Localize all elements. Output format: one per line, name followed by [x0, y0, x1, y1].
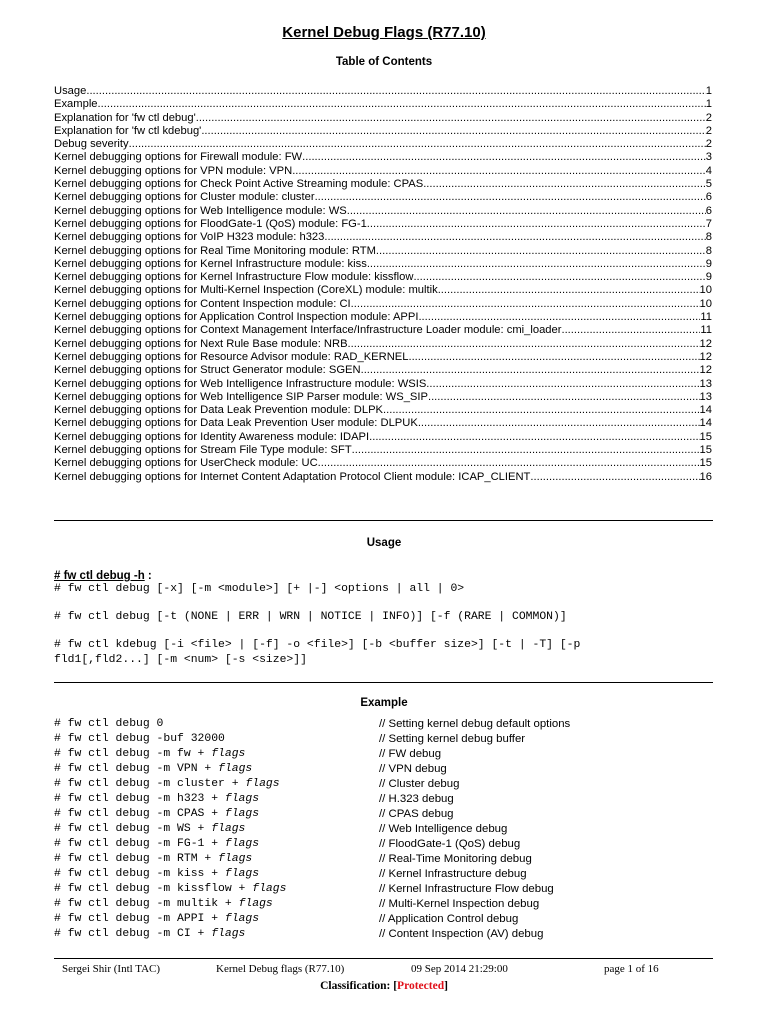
example-comment: // VPN debug [379, 763, 447, 775]
example-heading: Example [360, 697, 408, 709]
example-row [54, 732, 714, 747]
example-command [54, 747, 379, 762]
example-comment: // FW debug [379, 748, 442, 760]
toc-entry[interactable] [54, 138, 712, 151]
toc-entry[interactable] [54, 245, 712, 258]
example-command [54, 867, 379, 882]
toc-entry[interactable] [54, 431, 712, 444]
divider [54, 520, 713, 521]
example-command [54, 822, 379, 837]
classification [0, 980, 768, 992]
toc-entry-label: Example [54, 98, 98, 111]
toc-entry-page: 6 [705, 191, 712, 204]
toc-entry-label: Kernel debugging options for Web Intelligence SIP Parser module: WS_SIP [54, 390, 428, 403]
toc-entry[interactable] [54, 444, 712, 457]
example-row [54, 807, 714, 822]
toc-entry-label: Kernel debugging options for Stream File Type module: SFT [54, 444, 352, 457]
example-comment: // Setting kernel debug default options [379, 718, 571, 730]
toc-entry-label: Kernel debugging options for Data Leak Prevention module: DLPK [54, 404, 383, 417]
example-list [54, 717, 714, 942]
example-command-text: # fw ctl debug -m fw + [54, 748, 212, 760]
toc-entry[interactable] [54, 417, 712, 430]
classification-label: Classification: [ [320, 980, 398, 992]
toc-entry[interactable] [54, 218, 712, 231]
toc-leader-dots [201, 125, 705, 138]
example-comment: // Content Inspection (AV) debug [379, 928, 544, 940]
footer-date: 09 Sep 2014 21:29:00 [411, 963, 508, 975]
example-command [54, 717, 379, 732]
example-command [54, 882, 379, 897]
toc-entry-page: 15 [699, 444, 712, 457]
toc-entry-page: 2 [705, 124, 712, 137]
usage-command-suffix: : [144, 570, 152, 582]
toc-leader-dots [98, 98, 706, 111]
usage-line-2: # fw ctl debug [-t (NONE | ERR | WRN | NOTICE | INFO)] [-f (RARE | COMMON)] [54, 611, 567, 623]
toc-entry-label: Kernel debugging options for Kernel Infrastructure module: kiss [54, 257, 367, 270]
toc-leader-dots [426, 378, 699, 391]
example-flags: flags [211, 928, 246, 940]
toc-entry-label: Kernel debugging options for UserCheck module: UC [54, 457, 318, 470]
toc-entry-page: 10 [699, 297, 712, 310]
toc-entry-page: 2 [705, 138, 712, 151]
toc-entry[interactable] [54, 351, 712, 364]
example-command [54, 927, 379, 942]
toc-entry-page: 1 [705, 98, 712, 111]
toc-entry-page: 6 [705, 204, 712, 217]
toc-entry-label: Explanation for 'fw ctl kdebug' [54, 124, 202, 137]
toc-entry-label: Kernel debugging options for Data Leak Prevention User module: DLPUK [54, 417, 418, 430]
example-command-text: # fw ctl debug -m CPAS + [54, 808, 225, 820]
toc-entry[interactable] [54, 298, 712, 311]
example-command [54, 777, 379, 792]
toc-entry-label: Kernel debugging options for Kernel Infrastructure Flow module: kissflow [54, 271, 414, 284]
toc-entry-label: Kernel debugging options for Next Rule Base module: NRB [54, 337, 348, 350]
example-flags: flags [252, 883, 287, 895]
toc-entry-page: 11 [700, 311, 712, 324]
toc-leader-dots [315, 191, 706, 204]
example-flags: flags [218, 853, 253, 865]
example-row [54, 867, 714, 882]
example-row [54, 927, 714, 942]
example-command-text: # fw ctl debug -buf 32000 [54, 733, 225, 745]
usage-subheading [54, 570, 152, 582]
example-flags: flags [238, 898, 273, 910]
toc-leader-dots [367, 258, 706, 271]
toc-entry-page: 1 [705, 85, 712, 97]
toc-leader-dots [129, 138, 706, 151]
example-command-text: # fw ctl debug -m kiss + [54, 868, 225, 880]
toc-entry-label: Kernel debugging options for Internet Content Adaptation Protocol Client module: ICAP_CLIENT [54, 470, 531, 483]
toc-entry[interactable] [54, 457, 712, 470]
toc-entry-page: 11 [700, 324, 712, 337]
toc-leader-dots [369, 431, 699, 444]
toc-entry-label: Debug severity [54, 138, 129, 151]
toc-entry-page: 13 [699, 377, 712, 390]
example-comment: // Web Intelligence debug [379, 823, 508, 835]
example-flags: flags [224, 838, 260, 850]
example-row [54, 852, 714, 867]
toc-entry-label: Kernel debugging options for Web Intelligence Infrastructure module: WSIS [54, 377, 427, 390]
usage-line-1: # fw ctl debug [-x] [-m <module>] [+ |-] <options | all | 0> [54, 583, 465, 595]
toc-leader-dots [561, 324, 700, 337]
example-command [54, 852, 379, 867]
footer-document: Kernel Debug flags (R77.10) [216, 963, 345, 975]
toc-leader-dots [423, 178, 706, 191]
toc-entry[interactable] [54, 231, 712, 244]
example-command-text: # fw ctl debug -m RTM + [54, 853, 219, 865]
toc-entry[interactable] [54, 391, 712, 404]
toc-leader-dots [438, 284, 700, 297]
toc-entry[interactable] [54, 112, 712, 125]
example-flags: flags [224, 868, 260, 880]
toc-entry[interactable] [54, 338, 712, 351]
toc-entry[interactable] [54, 98, 712, 111]
toc-entry-label: Kernel debugging options for Context Management Interface/Infrastructure Loader module: cmi_loader [54, 324, 562, 337]
example-command-text: # fw ctl debug -m APPI + [54, 913, 225, 925]
example-comment: // Application Control debug [379, 913, 519, 925]
example-flags: flags [218, 763, 253, 775]
example-row [54, 897, 714, 912]
toc-leader-dots [376, 245, 706, 258]
example-command-text: # fw ctl debug -m WS + [54, 823, 212, 835]
toc-leader-dots [418, 417, 700, 430]
example-comment: // Cluster debug [379, 778, 460, 790]
toc-entry-label: Kernel debugging options for Application Control Inspection module: APPI [54, 311, 419, 324]
toc-entry-page: 14 [699, 417, 712, 430]
toc-entry-label: Kernel debugging options for Firewall module: FW [54, 151, 303, 164]
toc-entry-label: Kernel debugging options for Real Time Monitoring module: RTM [54, 244, 376, 257]
toc-entry[interactable] [54, 471, 712, 484]
toc-leader-dots [292, 165, 706, 178]
toc-heading: Table of Contents [335, 56, 433, 68]
example-command-text: # fw ctl debug -m VPN + [54, 763, 219, 775]
example-row [54, 717, 714, 732]
example-row [54, 747, 714, 762]
example-command [54, 792, 379, 807]
example-comment: // Real-Time Monitoring debug [379, 853, 532, 865]
toc-leader-dots [196, 112, 706, 125]
toc-leader-dots [413, 271, 705, 284]
example-comment: // Setting kernel debug buffer [379, 733, 526, 745]
toc-leader-dots [418, 311, 700, 324]
example-comment: // Multi-Kernel Inspection debug [379, 898, 540, 910]
example-flags: flags [245, 778, 280, 790]
toc-leader-dots [530, 471, 699, 484]
usage-heading: Usage [366, 537, 402, 549]
toc-entry[interactable] [54, 364, 712, 377]
toc-entry[interactable] [54, 191, 712, 204]
example-row [54, 777, 714, 792]
toc-entry-page: 14 [699, 404, 712, 417]
toc-entry-page: 8 [705, 231, 712, 244]
table-of-contents [54, 85, 712, 484]
toc-entry-page: 12 [699, 350, 712, 363]
toc-entry[interactable] [54, 271, 712, 284]
toc-entry-page: 2 [705, 111, 712, 124]
toc-leader-dots [352, 444, 700, 457]
usage-command-heading: # fw ctl debug -h [54, 570, 145, 582]
example-comment: // Kernel Infrastructure Flow debug [379, 883, 554, 895]
example-flags: flags [224, 793, 260, 805]
toc-entry-page: 12 [699, 337, 712, 350]
toc-entry-label: Kernel debugging options for Check Point Active Streaming module: CPAS [54, 178, 424, 191]
example-command [54, 807, 379, 822]
toc-entry[interactable] [54, 258, 712, 271]
example-command [54, 837, 379, 852]
toc-entry[interactable] [54, 178, 712, 191]
toc-entry-label: Kernel debugging options for Multi-Kernel Inspection (CoreXL) module: multik [54, 284, 438, 297]
toc-entry-page: 4 [705, 164, 712, 177]
toc-entry[interactable] [54, 205, 712, 218]
example-row [54, 912, 714, 927]
toc-entry[interactable] [54, 378, 712, 391]
toc-leader-dots [367, 218, 706, 231]
toc-entry-page: 7 [705, 217, 712, 230]
example-command-text: # fw ctl debug -m h323 + [54, 793, 225, 805]
toc-entry[interactable] [54, 165, 712, 178]
example-row [54, 792, 714, 807]
toc-entry-page: 8 [705, 244, 712, 257]
toc-leader-dots [428, 391, 700, 404]
classification-value: Protected [397, 980, 445, 992]
toc-entry-page: 3 [705, 151, 712, 164]
document-title: Kernel Debug Flags (R77.10) [282, 24, 486, 41]
example-command-text: # fw ctl debug 0 [54, 718, 164, 730]
usage-line-3a: # fw ctl kdebug [-i <file> | [-f] -o <file>] [-b <buffer size>] [-t | -T] [-p [54, 639, 581, 651]
example-command-text: # fw ctl debug -m multik + [54, 898, 239, 910]
toc-entry-label: Kernel debugging options for VoIP H323 module: h323 [54, 231, 325, 244]
toc-entry[interactable] [54, 125, 712, 138]
footer-divider [54, 958, 713, 959]
toc-leader-dots [348, 338, 700, 351]
toc-entry-page: 15 [699, 457, 712, 470]
toc-entry[interactable] [54, 151, 712, 164]
toc-leader-dots [324, 231, 705, 244]
example-row [54, 762, 714, 777]
toc-leader-dots [347, 205, 706, 218]
toc-leader-dots [351, 298, 700, 311]
footer-page-number: page 1 of 16 [604, 963, 659, 975]
toc-entry-page: 15 [699, 430, 712, 443]
example-comment: // H.323 debug [379, 793, 454, 805]
toc-entry[interactable] [54, 404, 712, 417]
example-command-text: # fw ctl debug -m CI + [54, 928, 212, 940]
toc-entry[interactable] [54, 284, 712, 297]
footer-author: Sergei Shir (Intl TAC) [62, 963, 161, 975]
toc-entry-label: Kernel debugging options for Web Intelligence module: WS [54, 204, 347, 217]
divider [54, 682, 713, 683]
toc-leader-dots [408, 351, 699, 364]
example-command [54, 912, 379, 927]
toc-entry-label: Kernel debugging options for Resource Advisor module: RAD_KERNEL [54, 350, 409, 363]
toc-entry[interactable] [54, 324, 712, 337]
example-flags: flags [211, 823, 246, 835]
toc-entry-label: Explanation for 'fw ctl debug' [54, 111, 196, 124]
toc-entry-page: 9 [705, 257, 712, 270]
toc-entry-label: Kernel debugging options for Struct Generator module: SGEN [54, 364, 361, 377]
classification-end: ] [444, 980, 448, 992]
toc-entry-page: 16 [699, 470, 712, 483]
usage-line-3b: fld1[,fld2...] [-m <num> [-s <size>]] [54, 654, 307, 666]
toc-entry-label: Kernel debugging options for FloodGate-1 (QoS) module: FG-1 [54, 217, 367, 230]
toc-entry-label: Kernel debugging options for Identity Awareness module: IDAPI [54, 430, 370, 443]
toc-entry[interactable] [54, 85, 712, 98]
toc-entry-page: 10 [699, 284, 712, 297]
example-command [54, 762, 379, 777]
toc-entry-label: Kernel debugging options for VPN module: VPN [54, 164, 293, 177]
example-command [54, 732, 379, 747]
toc-leader-dots [302, 151, 706, 164]
example-row [54, 822, 714, 837]
toc-entry-page: 12 [699, 364, 712, 377]
toc-leader-dots [318, 457, 700, 470]
toc-entry-label: Usage [54, 85, 87, 97]
example-comment: // Kernel Infrastructure debug [379, 868, 527, 880]
toc-entry-page: 13 [699, 390, 712, 403]
example-row [54, 837, 714, 852]
example-command-text: # fw ctl debug -m FG-1 + [54, 838, 225, 850]
example-command-text: # fw ctl debug -m cluster + [54, 778, 246, 790]
toc-entry-page: 9 [705, 271, 712, 284]
toc-entry-label: Kernel debugging options for Content Inspection module: CI [54, 297, 351, 310]
example-command [54, 897, 379, 912]
toc-entry[interactable] [54, 311, 712, 324]
toc-leader-dots [86, 85, 705, 98]
example-flags: flags [211, 748, 246, 760]
toc-entry-page: 5 [705, 178, 712, 191]
example-comment: // FloodGate-1 (QoS) debug [379, 838, 521, 850]
example-row [54, 882, 714, 897]
example-command-text: # fw ctl debug -m kissflow + [54, 883, 253, 895]
example-comment: // CPAS debug [379, 808, 454, 820]
toc-leader-dots [383, 404, 700, 417]
example-flags: flags [224, 913, 260, 925]
example-flags: flags [224, 808, 260, 820]
toc-leader-dots [361, 364, 700, 377]
toc-entry-label: Kernel debugging options for Cluster module: cluster [54, 191, 315, 204]
